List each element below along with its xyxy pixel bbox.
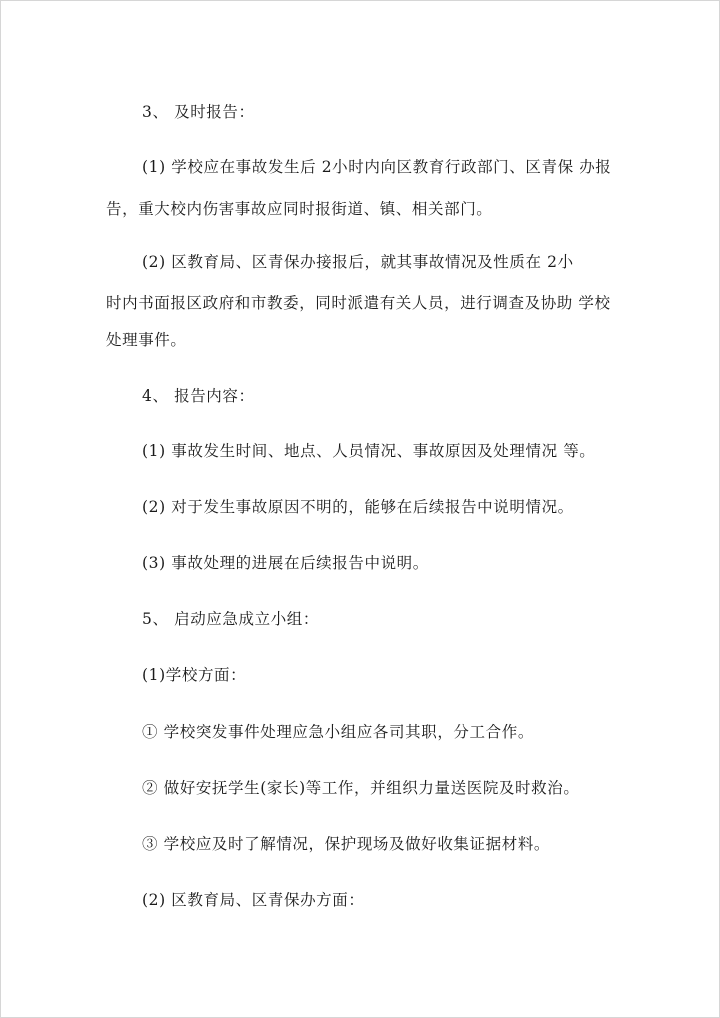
- section-heading-5: 5、 启动应急成立小组：: [142, 610, 319, 628]
- paragraph-line: 时内书面报区政府和市教委，同时派遣有关人员，进行调查及协助 学校: [106, 294, 611, 312]
- paragraph-line: 处理事件。: [106, 331, 187, 349]
- paragraph-line: 告，重大校内伤害事故应同时报街道、镇、相关部门。: [106, 200, 493, 218]
- paragraph-line: (1) 学校应在事故发生后 2小时内向区教育行政部门、区青保 办报: [142, 158, 612, 176]
- list-item: (1) 事故发生时间、地点、人员情况、事故原因及处理情况 等。: [142, 442, 596, 460]
- sub-heading: (1)学校方面：: [142, 666, 247, 684]
- section-heading-3: 3、 及时报告：: [142, 103, 255, 121]
- paragraph-line: (2) 区教育局、区青保办接报后，就其事故情况及性质在 2小: [142, 253, 574, 271]
- sub-heading: (2) 区教育局、区青保办方面：: [142, 891, 365, 909]
- list-item: ① 学校突发事件处理应急小组应各司其职，分工合作。: [142, 723, 534, 741]
- list-item: (2) 对于发生事故原因不明的，能够在后续报告中说明情况。: [142, 498, 574, 516]
- list-item: ③ 学校应及时了解情况，保护现场及做好收集证据材料。: [142, 835, 551, 853]
- list-item: (3) 事故处理的进展在后续报告中说明。: [142, 554, 429, 572]
- section-heading-4: 4、 报告内容：: [142, 387, 255, 405]
- list-item: ② 做好安抚学生(家长)等工作，并组织力量送医院及时救治。: [142, 779, 580, 797]
